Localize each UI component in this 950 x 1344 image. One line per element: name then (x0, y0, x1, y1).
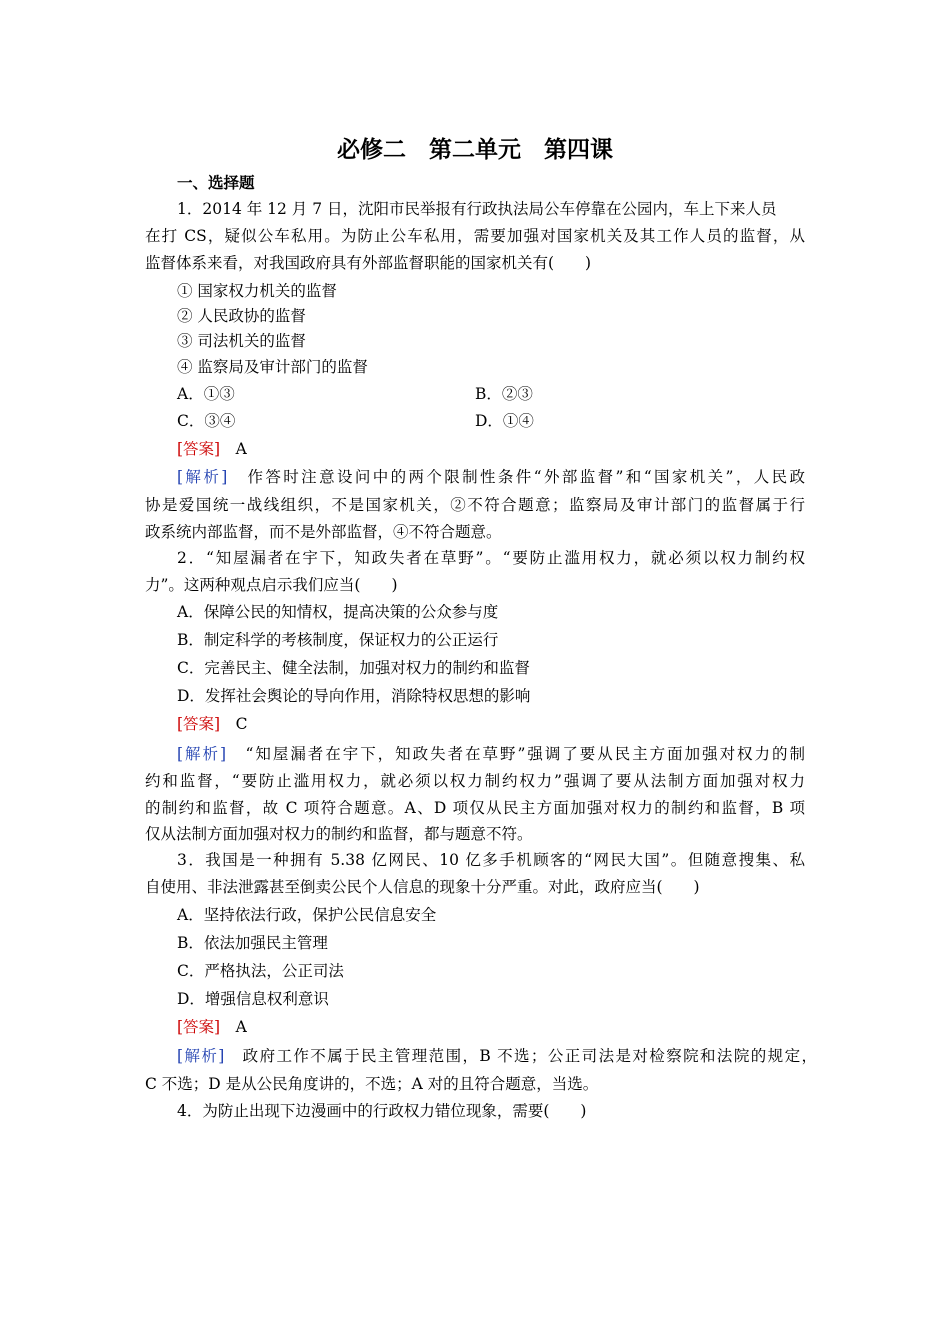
answer-tag: [答案] (177, 715, 221, 733)
answer-value: A (235, 440, 247, 458)
q3-stem-line-2: 自使用、非法泄露甚至倒卖公民个人信息的现象十分严重。对此，政府应当( ) (145, 878, 700, 896)
q2-analysis-line-4: 仅从法制方面加强对权力的制约和监督，都与题意不符。 (145, 825, 533, 843)
q3-analysis-line-1 (177, 1045, 817, 1067)
q3-option-b: B．依法加强民主管理 (177, 934, 328, 952)
q2-option-a: A．保障公民的知情权，提高决策的公众参与度 (177, 603, 499, 621)
answer-value: A (235, 1018, 247, 1036)
q1-option-b: B．②③ (475, 385, 533, 403)
q2-analysis-line-1 (177, 743, 805, 765)
answer-tag: [答案] (177, 440, 221, 458)
q2-stem-line-2: 力”。这两种观点启示我们应当( ) (145, 576, 398, 594)
analysis-text: 作答时注意设问中的两个限制性条件“外部监督”和“国家机关”，人民政 (247, 468, 805, 486)
q2-stem-line-1: 2．“知屋漏者在宇下，知政失者在草野”。“要防止滥用权力，就必须以权力制约权 (177, 549, 805, 567)
q1-item-3: ③ 司法机关的监督 (177, 332, 306, 350)
q4-stem-line-1: 4．为防止出现下边漫画中的行政权力错位现象，需要( ) (177, 1102, 587, 1120)
q2-option-c: C．完善民主、健全法制，加强对权力的制约和监督 (177, 659, 530, 677)
analysis-tag: [解析] (177, 1047, 225, 1065)
q1-analysis-line-3: 政系统内部监督，而不是外部监督，④不符合题意。 (145, 523, 502, 541)
analysis-tag: [解析] (177, 745, 227, 763)
analysis-tag: [解析] (177, 468, 228, 486)
q3-option-c: C．严格执法，公正司法 (177, 962, 344, 980)
answer-value: C (235, 715, 248, 733)
q3-analysis-line-2: C 不选；D 是从公民角度讲的，不选；A 对的且符合题意，当选。 (145, 1075, 599, 1093)
page-title: 必修二 第二单元 第四课 (337, 136, 613, 163)
q2-analysis-line-3: 的制约和监督，故 C 项符合题意。A、D 项仅从民主方面加强对权力的制约和监督，B 项 (145, 799, 805, 817)
analysis-text: “知屋漏者在宇下，知政失者在草野”强调了要从民主方面加强对权力的制 (245, 745, 805, 763)
q1-answer-row (177, 438, 247, 460)
q1-option-a: A．①③ (177, 385, 235, 403)
q1-stem-line-1: 1．2014 年 12 月 7 日，沈阳市民举报有行政执法局公车停靠在公园内，车上下来人员 (177, 200, 777, 218)
q2-option-d: D．发挥社会舆论的导向作用，消除特权思想的影响 (177, 687, 531, 705)
q1-item-1: ① 国家权力机关的监督 (177, 282, 337, 300)
q3-option-d: D．增强信息权利意识 (177, 990, 329, 1008)
q3-answer-row (177, 1016, 247, 1038)
answer-tag: [答案] (177, 1018, 221, 1036)
q3-stem-line-1: 3．我国是一种拥有 5.38 亿网民、10 亿多手机顾客的“网民大国”。但随意搜集、私 (177, 851, 805, 869)
q1-analysis-line-1 (177, 466, 805, 488)
q1-analysis-line-2: 协是爱国统一战线组织，不是国家机关，②不符合题意；监察局及审计部门的监督属于行 (145, 496, 805, 514)
q2-analysis-line-2: 约和监督，“要防止滥用权力，就必须以权力制约权力”强调了要从法制方面加强对权力 (145, 772, 805, 790)
q1-option-c: C．③④ (177, 412, 236, 430)
section-heading: 一、选择题 (177, 173, 255, 192)
q1-item-4: ④ 监察局及审计部门的监督 (177, 358, 368, 376)
q3-option-a: A．坚持依法行政，保护公民信息安全 (177, 906, 437, 924)
q1-stem-line-3: 监督体系来看，对我国政府具有外部监督职能的国家机关有( ) (145, 254, 592, 272)
q1-stem-line-2: 在打 CS，疑似公车私用。为防止公车私用，需要加强对国家机关及其工作人员的监督，从 (145, 227, 805, 245)
analysis-text: 政府工作不属于民主管理范围，B 不选；公正司法是对检察院和法院的规定， (242, 1047, 817, 1065)
q1-option-d: D．①④ (475, 412, 534, 430)
q1-item-2: ② 人民政协的监督 (177, 307, 306, 325)
q2-answer-row (177, 713, 248, 735)
q2-option-b: B．制定科学的考核制度，保证权力的公正运行 (177, 631, 499, 649)
